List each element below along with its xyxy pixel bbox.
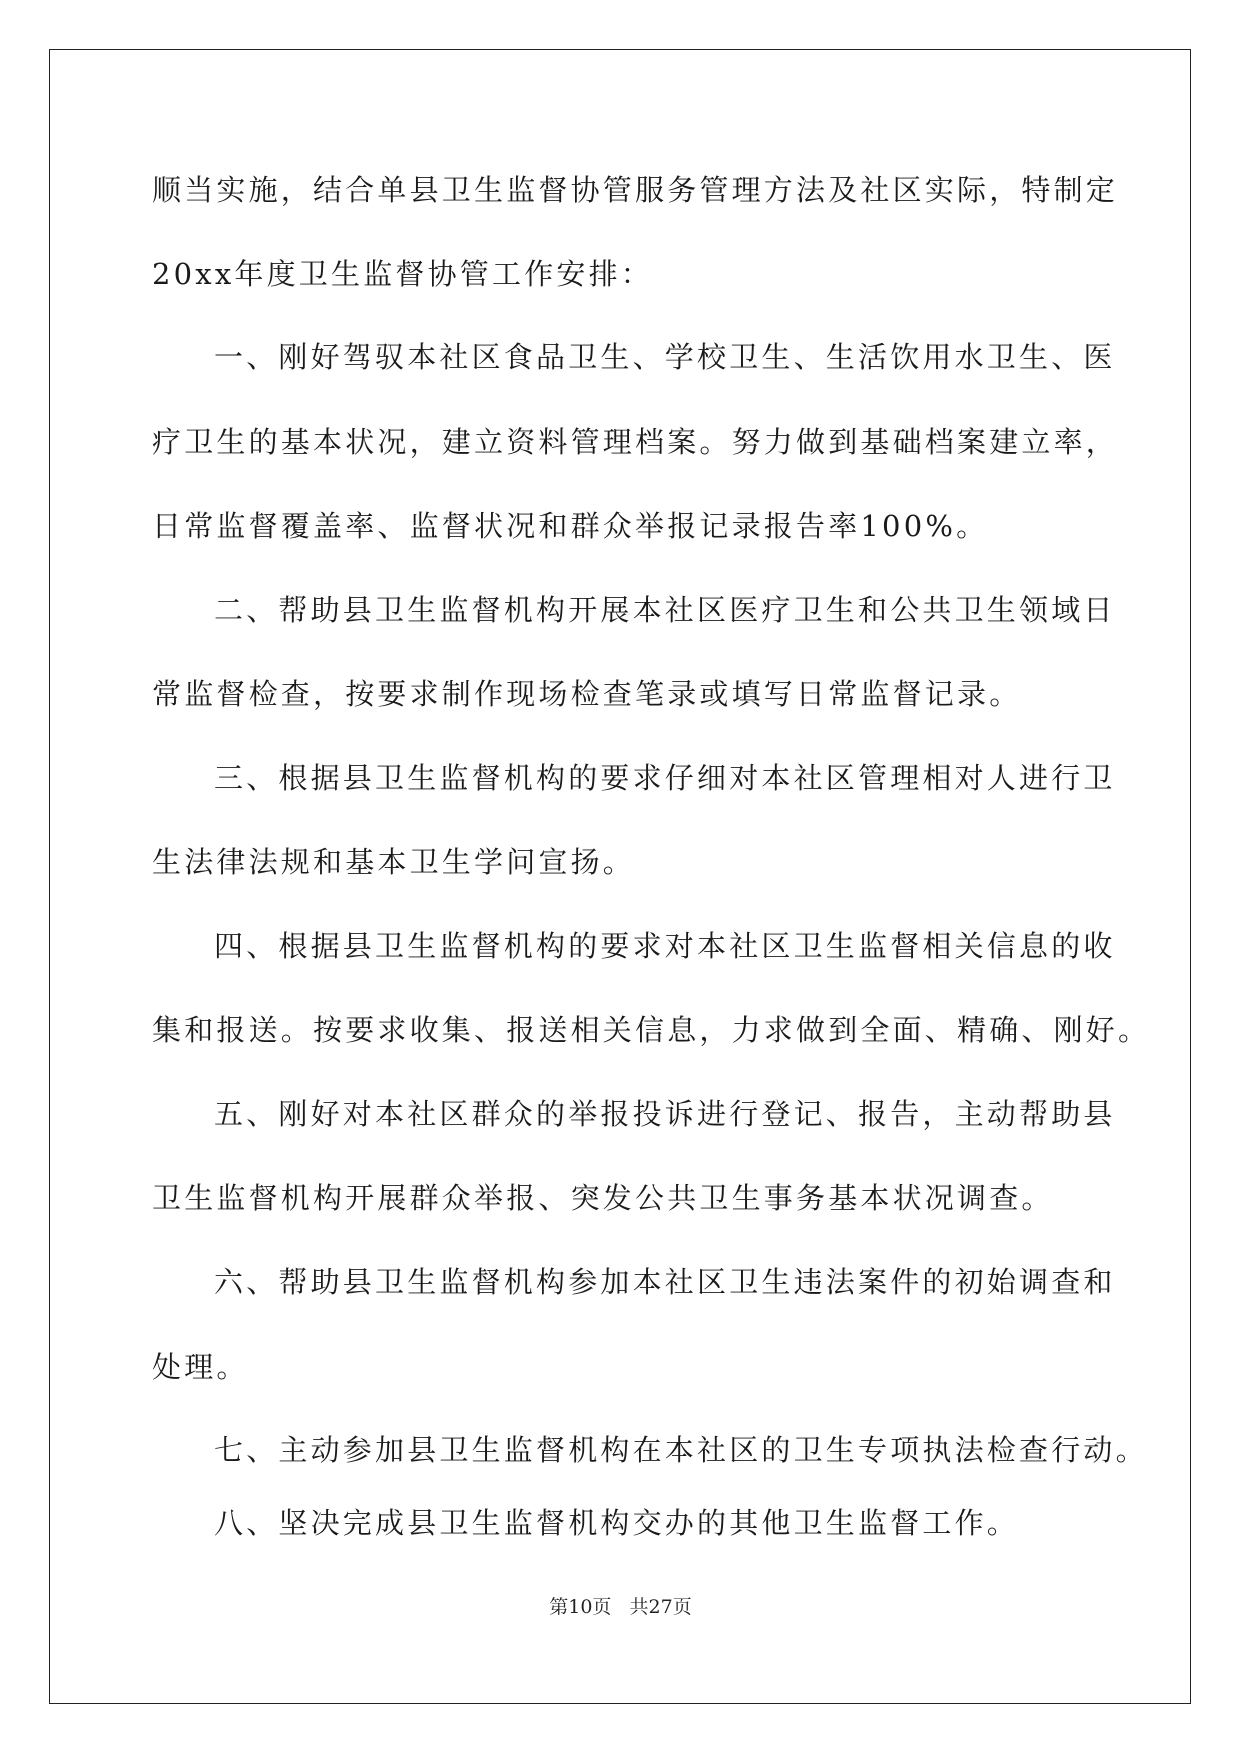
body-text-line: 处理。 (152, 1350, 249, 1384)
paragraph-1-start: 一、刚好驾驭本社区食品卫生、学校卫生、生活饮用水卫生、医 (214, 340, 1116, 374)
paragraph-3-start: 三、根据县卫生监督机构的要求仔细对本社区管理相对人进行卫 (214, 761, 1116, 795)
body-text-line: 集和报送。按要求收集、报送相关信息，力求做到全面、精确、刚好。 (152, 1013, 1151, 1047)
paragraph-8-start: 八、坚决完成县卫生监督机构交办的其他卫生监督工作。 (214, 1506, 1020, 1540)
body-text-line: 顺当实施，结合单县卫生监督协管服务管理方法及社区实际，特制定 (152, 173, 1119, 207)
body-text-line: 常监督检查，按要求制作现场检查笔录或填写日常监督记录。 (152, 677, 1022, 711)
paragraph-4-start: 四、根据县卫生监督机构的要求对本社区卫生监督相关信息的收 (214, 929, 1116, 963)
body-text-line: 生法律法规和基本卫生学问宣扬。 (152, 845, 636, 879)
body-text-line: 疗卫生的基本状况，建立资料管理档案。努力做到基础档案建立率， (152, 425, 1119, 459)
paragraph-2-start: 二、帮助县卫生监督机构开展本社区医疗卫生和公共卫生领域日 (214, 593, 1116, 627)
body-text-line: 日常监督覆盖率、监督状况和群众举报记录报告率100%。 (152, 509, 989, 543)
body-text-line: 20xx年度卫生监督协管工作安排： (152, 257, 654, 291)
page-number-footer: 第10页 共27页 (549, 1596, 692, 1618)
paragraph-5-start: 五、刚好对本社区群众的举报投诉进行登记、报告，主动帮助县 (214, 1097, 1116, 1131)
paragraph-7-start: 七、主动参加县卫生监督机构在本社区的卫生专项执法检查行动。 (214, 1433, 1148, 1467)
body-text-line: 卫生监督机构开展群众举报、突发公共卫生事务基本状况调查。 (152, 1181, 1054, 1215)
paragraph-6-start: 六、帮助县卫生监督机构参加本社区卫生违法案件的初始调查和 (214, 1265, 1116, 1299)
